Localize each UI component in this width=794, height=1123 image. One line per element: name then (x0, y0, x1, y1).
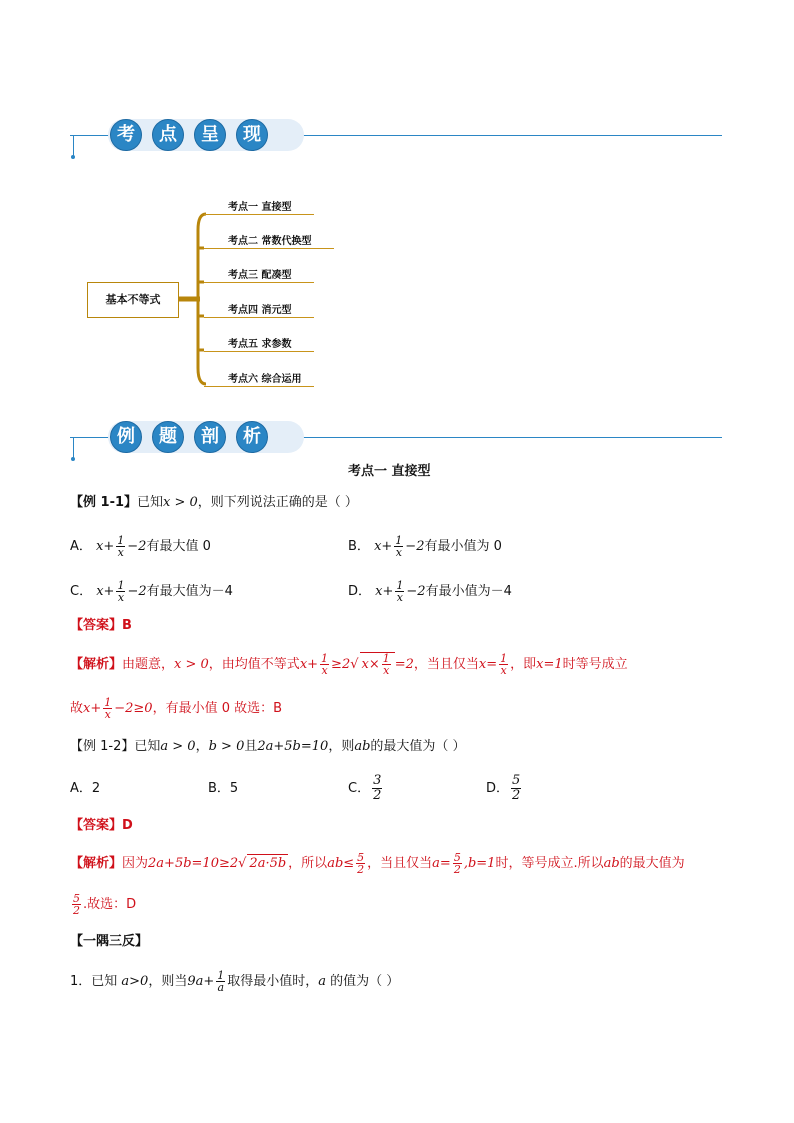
option-a: A．2 (70, 781, 101, 796)
banner-char: 析 (236, 421, 268, 453)
answer-value: D (122, 818, 133, 833)
mindmap-underline (204, 351, 314, 352)
expression: a > 0 (160, 739, 196, 754)
expression: 9a+ $\frac{1}{a}$ (187, 969, 225, 994)
analysis-text: ，当且仅当 (367, 856, 433, 871)
stem-text: 且 (244, 739, 258, 754)
banner-char: 考 (110, 119, 142, 151)
option-letter: C． (70, 584, 93, 599)
mindmap-item: 考点一 直接型 (228, 202, 292, 213)
mindmap-item: 考点五 求参数 (228, 339, 292, 350)
expression: 2a+5b=10≥2√ 2a·5b (148, 856, 287, 871)
analysis-line-2 (70, 893, 136, 916)
expression: ab≤ $\frac{5}{2}$ (327, 851, 365, 876)
mindmap-item: 考点六 综合运用 (228, 374, 302, 385)
mindmap-item: 考点四 消元型 (228, 305, 292, 316)
stem-text: 已知 (137, 495, 164, 510)
answer-line (70, 617, 132, 635)
expression: x+ $\frac{1}{x}$ −2≥0 (83, 696, 153, 721)
fraction: $\frac{5}{2}$ (512, 773, 521, 803)
example-1-1-stem (70, 494, 358, 512)
option-text: 有最小值为 0 (424, 539, 502, 554)
banner-dot (71, 457, 75, 461)
analysis-line-1 (70, 852, 685, 875)
expression: a= $\frac{5}{2}$ ,b=1 (432, 851, 496, 876)
option-letter: D． (348, 584, 372, 599)
example-label: 【例 1-2】 (70, 739, 135, 754)
analysis-line-1 (70, 652, 628, 676)
expression: 2a+5b=10 (257, 739, 329, 754)
expression: b > 0 (208, 739, 245, 754)
option-letter: B． (348, 539, 370, 554)
section-banner-kaodian (70, 119, 722, 159)
mindmap-root: 基本不等式 (87, 282, 179, 318)
option-text: 有最大值为－4 (146, 584, 233, 599)
option-text: 有最小值为－4 (425, 584, 512, 599)
option-c (70, 580, 233, 603)
expression: x= $\frac{1}{x}$ (478, 652, 508, 677)
analysis-text: ，有最小值 0 故选：B (152, 701, 283, 716)
answer-label: 【答案】 (70, 818, 123, 833)
option-d (486, 774, 523, 803)
banner-tick (73, 135, 74, 157)
example-1-2-stem (70, 738, 466, 756)
mindmap-underline (204, 248, 334, 249)
condition: x > 0 (163, 495, 198, 510)
mindmap-underline (204, 214, 314, 215)
topic-heading: 考点一 直接型 (348, 464, 431, 479)
expression: $\frac{5}{2}$ (73, 892, 80, 917)
option-c (348, 774, 384, 803)
analysis-text: ，即 (510, 657, 537, 672)
expression: x+ $\frac{1}{x}$ −2 (96, 534, 147, 559)
question-text: ，则当 (148, 974, 188, 989)
analysis-line-2 (70, 697, 282, 720)
analysis-text: 因为 (122, 856, 149, 871)
option-b: B．5 (208, 781, 239, 796)
option-b (348, 535, 502, 558)
analysis-text: .故选：D (83, 897, 137, 912)
example-label: 【例 1-1】 (70, 495, 138, 510)
option-d (348, 580, 512, 603)
mindmap-item: 考点二 常数代换型 (228, 236, 312, 247)
banner-char: 现 (236, 119, 268, 151)
analysis-text: ，由均值不等式 (208, 657, 300, 672)
answer-line (70, 817, 133, 835)
banner-char: 题 (152, 421, 184, 453)
banner-char: 呈 (194, 119, 226, 151)
mindmap-underline (204, 282, 314, 283)
expression: x+ $\frac{1}{x}$ ≥2√ x× $\frac{1}{x}$ =2 (299, 652, 414, 677)
option-letter: D． (486, 781, 510, 796)
option-letter: C． (348, 781, 371, 796)
expression: a>0 (121, 974, 149, 989)
stem-text: 已知 (134, 739, 161, 754)
mindmap-underline (204, 386, 314, 387)
section-banner-liti (70, 421, 722, 461)
analysis-text: 时等号成立 (562, 657, 628, 672)
analysis-text: 由题意， (122, 657, 175, 672)
analysis-text: 时，等号成立.所以 (495, 856, 604, 871)
analysis-text: 故 (70, 701, 84, 716)
banner-char: 点 (152, 119, 184, 151)
analysis-label: 【解析】 (70, 657, 123, 672)
banner-char: 例 (110, 421, 142, 453)
expression: x+ $\frac{1}{x}$ −2 (375, 579, 426, 604)
option-letter: A． (70, 539, 92, 554)
analysis-text: ，所以 (288, 856, 328, 871)
banner-dot (71, 155, 75, 159)
mindmap-item: 考点三 配凑型 (228, 270, 292, 281)
expression: ab (603, 856, 620, 871)
mindmap-underline (204, 317, 314, 318)
stem-text: 的最大值为（ ） (370, 739, 466, 754)
question-text: 取得最小值时， (227, 974, 319, 989)
stem-text: ，则 (328, 739, 355, 754)
question-text: 1．已知 (70, 974, 122, 989)
stem-text: ，则下列说法正确的是（ ） (197, 495, 358, 510)
analysis-label: 【解析】 (70, 856, 123, 871)
practice-question-1 (70, 970, 399, 993)
option-a (70, 535, 211, 558)
fraction: $\frac{3}{2}$ (373, 773, 382, 803)
expression: x > 0 (174, 657, 209, 672)
banner-char: 剖 (194, 421, 226, 453)
banner-tick (73, 437, 74, 459)
expression: ab (354, 739, 371, 754)
expression: x+ $\frac{1}{x}$ −2 (96, 579, 147, 604)
stem-text: ， (195, 739, 209, 754)
expression: x+ $\frac{1}{x}$ −2 (374, 534, 425, 559)
expression: a (318, 974, 327, 989)
option-text: 有最大值 0 (146, 539, 211, 554)
question-text: 的值为（ ） (326, 974, 400, 989)
analysis-text: 的最大值为 (619, 856, 685, 871)
answer-value: B (122, 618, 132, 633)
yijusanfan-heading: 【一隅三反】 (70, 934, 149, 949)
answer-label: 【答案】 (70, 618, 123, 633)
analysis-text: ，当且仅当 (413, 657, 479, 672)
expression: x=1 (536, 657, 563, 672)
